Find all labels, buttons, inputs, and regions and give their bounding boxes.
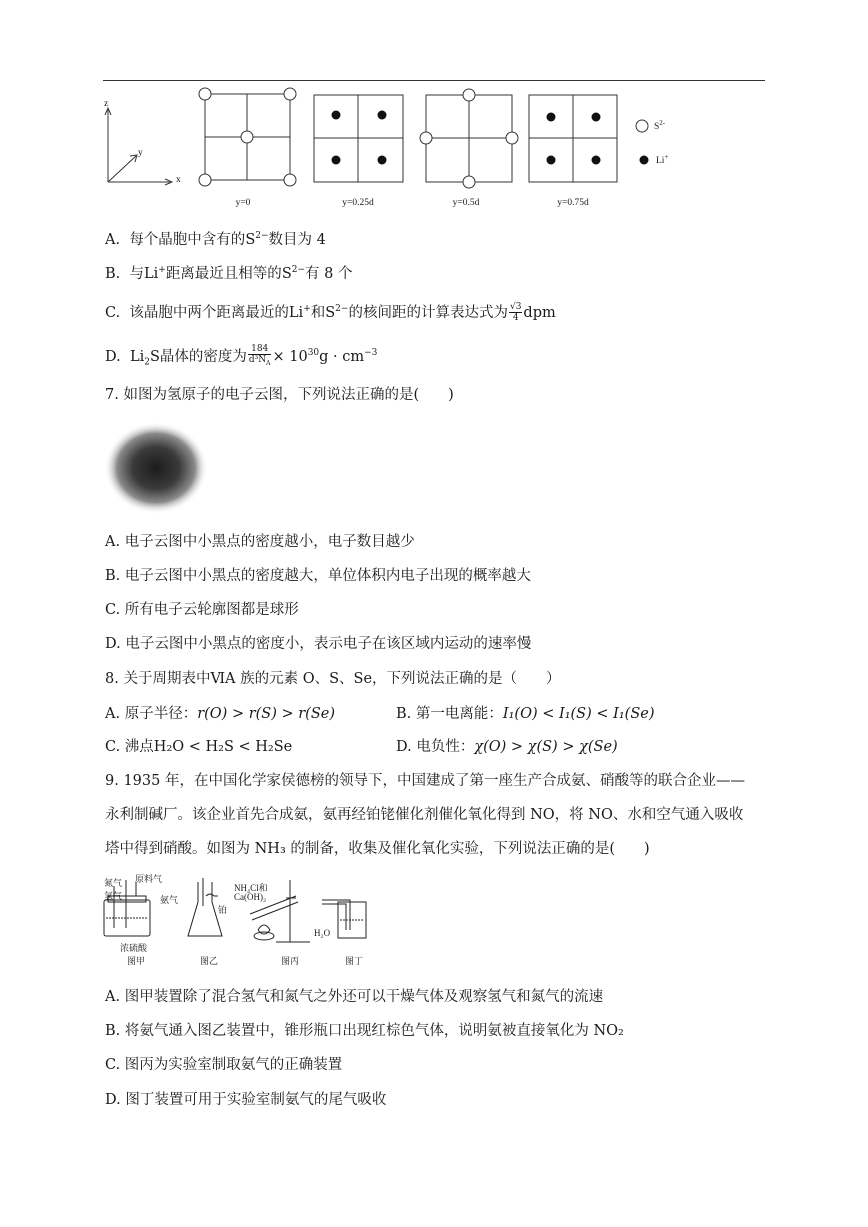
label-platinum: 铂 [218, 905, 228, 915]
panel-y075 [529, 95, 617, 182]
axis-y-label: y [138, 148, 143, 158]
caption-y05: y=0.5d [452, 198, 480, 208]
caption-bing: 图丙 [281, 956, 300, 966]
panel-y05 [420, 89, 518, 188]
s2-legend-icon [636, 120, 648, 132]
panel-y025 [314, 95, 403, 182]
caption-jia: 图甲 [127, 956, 146, 966]
q7-option-c: C. 所有电子云轮廓图都是球形 [105, 602, 299, 618]
header-rule [103, 80, 765, 81]
q6-option-d: D. $Li_2S$晶体的密度为 $\frac{184}{d^3N_A}$ × $10^{30}g \cdot cm^{-3}$ [105, 344, 378, 368]
q7-option-d: D. 电子云图中小黑点的密度小，表示电子在该区域内运动的速率慢 [105, 636, 532, 652]
q8-stem: 8. 关于周期表中ⅥA 族的元素 O、S、Se，下列说法正确的是（ ） [105, 671, 561, 687]
caption-ding: 图丁 [345, 956, 364, 966]
q6-option-a: A. 每个晶胞中含有的$S^{2-}$数目为 4 [105, 231, 326, 248]
electron-cloud-image [104, 420, 214, 518]
legend-s2-label: $S^{2-}$ [654, 119, 666, 133]
panel-y0 [199, 88, 296, 186]
q7-stem: 7. 如图为氢原子的电子云图，下列说法正确的是( ) [105, 387, 454, 403]
q8-option-a: A. 原子半径：r(O) > r(S) > r(Se) [105, 706, 336, 722]
label-h2o: H₂O [314, 928, 331, 938]
q8-option-d: D. 电负性：χ(O) > χ(S) > χ(Se) [396, 739, 618, 755]
label-ammonia: 氨气 [160, 895, 179, 905]
axis-x-label: x [176, 175, 181, 185]
caption-y0: y=0 [235, 198, 251, 208]
label-caoh2: Ca(OH)₂ [234, 892, 267, 902]
q7-option-a: A. 电子云图中小黑点的密度越小，电子数目越少 [105, 534, 415, 550]
q9-option-c: C. 图丙为实验室制取氨气的正确装置 [105, 1057, 343, 1073]
q9-option-a: A. 图甲装置除了混合氢气和氮气之外还可以干燥气体及观察氢气和氮气的流速 [105, 989, 604, 1005]
label-hydrogen: 氢气 [104, 891, 123, 901]
caption-y075: y=0.75d [557, 198, 589, 208]
q6-option-b: B. 与Li+距离最近且相等的$S^{2-}$有 8 个 [105, 265, 353, 282]
label-nh4cl: NH₄Cl和 [234, 883, 268, 893]
caption-yi: 图乙 [200, 956, 219, 966]
q9-stem-line2: 永利制碱厂。该企业首先合成氨，氨再经铂铑催化剂催化氧化得到 NO，将 NO、水和空气通入吸收 [105, 807, 744, 823]
caption-y025: y=0.25d [342, 198, 374, 208]
q9-option-b: B. 将氨气通入图乙装置中，锥形瓶口出现红棕色气体，说明氨被直接氧化为 NO₂ [105, 1023, 624, 1039]
q7-option-b: B. 电子云图中小黑点的密度越大，单位体积内电子出现的概率越大 [105, 568, 531, 584]
axis-z-label: z [104, 99, 109, 109]
q8-option-b: B. 第一电离能：I₁(O) < I₁(S) < I₁(Se) [396, 706, 655, 722]
axes-icon [105, 108, 172, 185]
label-nitrogen: 氮气 [104, 878, 123, 888]
q6-option-c: C. 该晶胞中两个距离最近的Li+和$S^{2-}$的核间距的计算表达式为 $\frac{√3}{4}$ dpm [105, 302, 556, 324]
apparatus-yi-icon [188, 878, 222, 936]
q9-stem-line1: 9. 1935 年，在中国化学家侯德榜的领导下，中国建成了第一座生产合成氨、硝酸等的联合企业—— [105, 773, 745, 789]
label-feed-gas: 原料气 [135, 874, 163, 884]
legend-li-label: Li+ [656, 153, 669, 167]
q9-stem-line3: 塔中得到硝酸。如图为 NH₃ 的制备，收集及催化氧化实验，下列说法正确的是( ) [105, 841, 650, 857]
li-legend-icon [640, 156, 649, 165]
q8-option-c: C. 沸点H₂O < H₂S < H₂Se [105, 739, 293, 755]
q9-option-d: D. 图丁装置可用于实验室制氨气的尾气吸收 [105, 1092, 387, 1108]
crystal-section-figure [100, 86, 700, 216]
label-conc-h2so4: 浓硫酸 [120, 943, 148, 953]
